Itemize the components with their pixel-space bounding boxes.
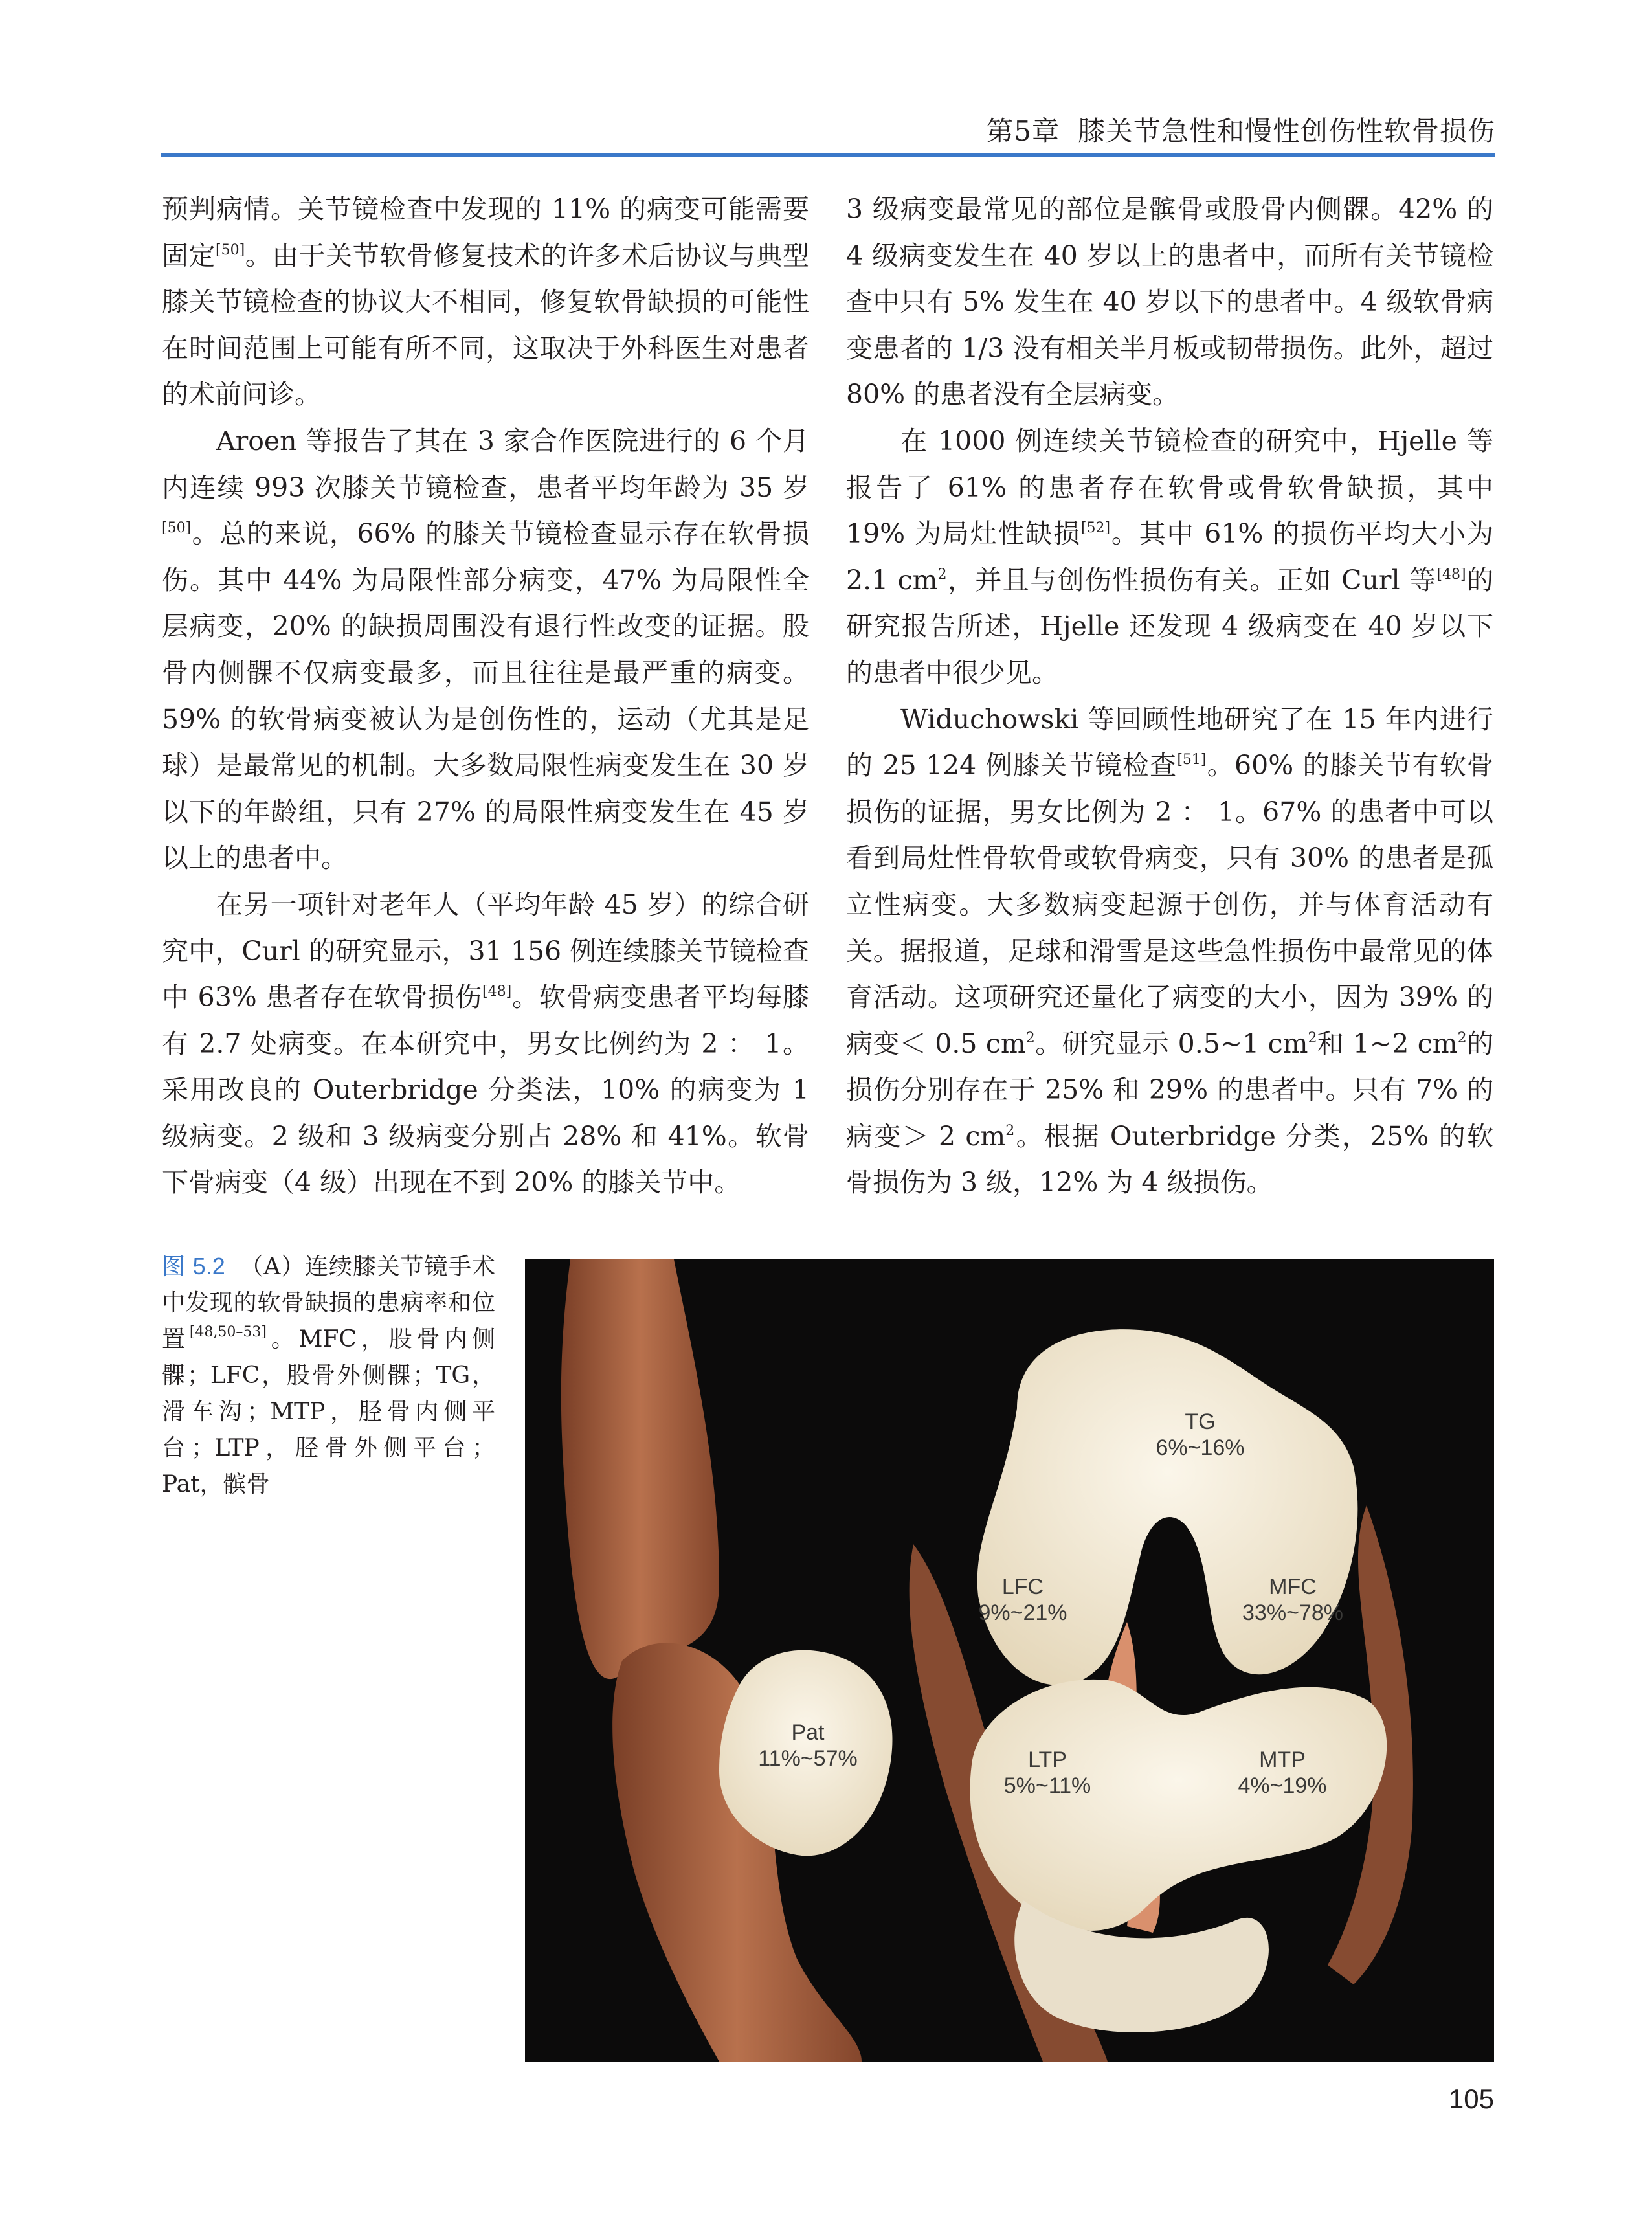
- left-paragraph-2: [162, 418, 809, 882]
- caption-text: （A）连续膝关节镜手术中发现的软骨缺损的患病率和位置: [162, 1254, 495, 1353]
- running-header: [986, 110, 1495, 149]
- right-paragraph-1: 3 级病变最常见的部位是髌骨或股骨内侧髁。42% 的 4 级病变发生在 40 岁以上的患者中，而所有关节镜检查中只有 5% 发生在 40 岁以下的患者中。4 级软骨病变患者的 1/3 没有相关半月板或韧带损伤。此外，超过 80% 的患者没有全层病变。: [846, 194, 1493, 410]
- femur-condyles: [977, 1329, 1358, 1685]
- figure-number: 图 5.2: [162, 1253, 225, 1279]
- left-paragraph-3: [162, 882, 809, 1206]
- label-lfc-value: 9%~21%: [978, 1601, 1067, 1625]
- citation: [48,50–53]: [189, 1324, 267, 1340]
- chapter-title: 膝关节急性和慢性创伤性软骨损伤: [1077, 115, 1495, 147]
- text-run: 的研究报告所述，Hjelle 还发现 4 级病变在 40 岁以下的患者中很少见。: [846, 564, 1494, 688]
- citation: [48]: [482, 984, 512, 1000]
- superscript: 2: [1005, 1122, 1015, 1139]
- text-run: 在 1000 例连续关节镜检查的研究中，Hjelle 等报告了 61% 的患者存在软骨或骨软骨缺损，其中 19% 为局灶性缺损: [846, 425, 1493, 550]
- label-pat-name: Pat: [791, 1720, 825, 1745]
- citation: [52]: [1080, 520, 1111, 537]
- label-mtp-name: MTP: [1259, 1748, 1306, 1772]
- superscript: 2: [937, 566, 947, 583]
- superscript: 2: [1308, 1029, 1317, 1046]
- label-ltp-name: LTP: [1028, 1748, 1067, 1772]
- text-run: Aroen 等报告了其在 3 家合作医院进行的 6 个月内连续 993 次膝关节镜检查，患者平均年龄为 35 岁: [162, 425, 809, 503]
- label-pat-value: 11%~57%: [758, 1746, 858, 1771]
- label-mfc-name: MFC: [1269, 1575, 1317, 1599]
- text-run: ，并且与创伤性损伤有关。正如 Curl 等: [946, 564, 1437, 596]
- text-run: Widuchowski 等回顾性地研究了在 15 年内进行的 25 124 例膝关节镜检查: [846, 703, 1493, 781]
- label-tg-name: TG: [1185, 1410, 1216, 1434]
- text-run: 。研究显示 0.5~1 cm: [1034, 1028, 1308, 1059]
- citation: [51]: [1177, 752, 1207, 769]
- left-column: [162, 186, 809, 1206]
- text-run: 。由于关节软骨修复技术的许多术后协议与典型膝关节镜检查的协议大不相同，修复软骨缺损的可能性在时间范围上可能有所不同，这取决于外科医生对患者的术前问诊。: [162, 240, 810, 410]
- label-ltp-value: 5%~11%: [1003, 1773, 1091, 1798]
- text-run: 。软骨病变患者平均每膝有 2.7 处病变。在本研究中，男女比例约为 2 ： 1。采用改良的 Outerbridge 分类法，10% 的病变为 1 级病变。2 级和 3 级病变分别占 28% 和 41%。软骨下骨病变（4 级）出现在不到 20% 的膝关节中。: [162, 982, 809, 1198]
- caption-text: 。MFC，股骨内侧髁；LFC，股骨外侧髁；TG，滑车沟；MTP，胫骨内侧平台；LTP，胫骨外侧平台；Pat，髌骨: [162, 1326, 495, 1498]
- citation: [48]: [1436, 566, 1466, 583]
- knee-model-photo: [525, 1259, 1494, 2062]
- label-mfc-value: 33%~78%: [1242, 1601, 1343, 1625]
- quadriceps-tendon: [561, 1259, 719, 1679]
- citation: [50]: [162, 520, 192, 537]
- header-rule: [161, 153, 1495, 157]
- text-run: 。根据 Outerbridge 分类，25% 的软骨损伤为 3 级，12% 为 4 级损伤。: [846, 1120, 1493, 1198]
- chapter-number: 第5章: [986, 115, 1060, 147]
- text-run: 在另一项针对老年人（平均年龄 45 岁）的综合研究中，Curl 的研究显示，31 156 例连续膝关节镜检查中 63% 患者存在软骨损伤: [162, 888, 809, 1013]
- text-run: 。总的来说，66% 的膝关节镜检查显示存在软骨损伤。其中 44% 为局限性部分病变，47% 为局限性全层病变，20% 的缺损周围没有退行性改变的证据。股骨内侧髁不仅病变最多，而且往往是最严重的病变。59% 的软骨病变被认为是创伤性的，运动（尤其是足球）是最常见的机制。大多数局限性病变发生在 30 岁以下的年龄组，只有 27% 的局限性病变发生在 45 岁以上的患者中。: [162, 518, 809, 874]
- label-mtp-value: 4%~19%: [1238, 1773, 1327, 1798]
- superscript: 2: [1025, 1029, 1035, 1046]
- label-tg-value: 6%~16%: [1155, 1435, 1245, 1460]
- right-column: [846, 186, 1493, 1206]
- superscript: 2: [1457, 1029, 1467, 1046]
- tibial-plateau: [970, 1680, 1387, 1931]
- page-number: 105: [1448, 2084, 1494, 2114]
- text-run: 。60% 的膝关节有软骨损伤的证据，男女比例为 2 ： 1。67% 的患者中可以看到局灶性骨软骨或软骨病变，只有 30% 的患者是孤立性病变。大多数病变起源于创伤，并与体育活动有关。据报道，足球和滑雪是这些急性损伤中最常见的体育活动。这项研究还量化了病变的大小，因为 39% 的病变＜ 0.5 cm: [846, 750, 1493, 1059]
- text-run: 预判病情。关节镜检查中发现的 11% 的病变可能需要固定: [162, 194, 809, 271]
- label-lfc-name: LFC: [1001, 1575, 1044, 1599]
- text-run: 。其中 61% 的损伤平均大小为 2.1 cm: [846, 518, 1493, 596]
- text-run: 和 1~2 cm: [1317, 1028, 1458, 1059]
- right-paragraph-3: [846, 697, 1493, 1207]
- text-run: 的损伤分别存在于 25% 和 29% 的患者中。只有 7% 的病变＞ 2 cm: [846, 1028, 1493, 1152]
- left-paragraph-1: [162, 186, 809, 418]
- right-paragraph-2: [846, 418, 1493, 697]
- citation: [50]: [216, 242, 245, 258]
- figure-caption: [162, 1248, 495, 1503]
